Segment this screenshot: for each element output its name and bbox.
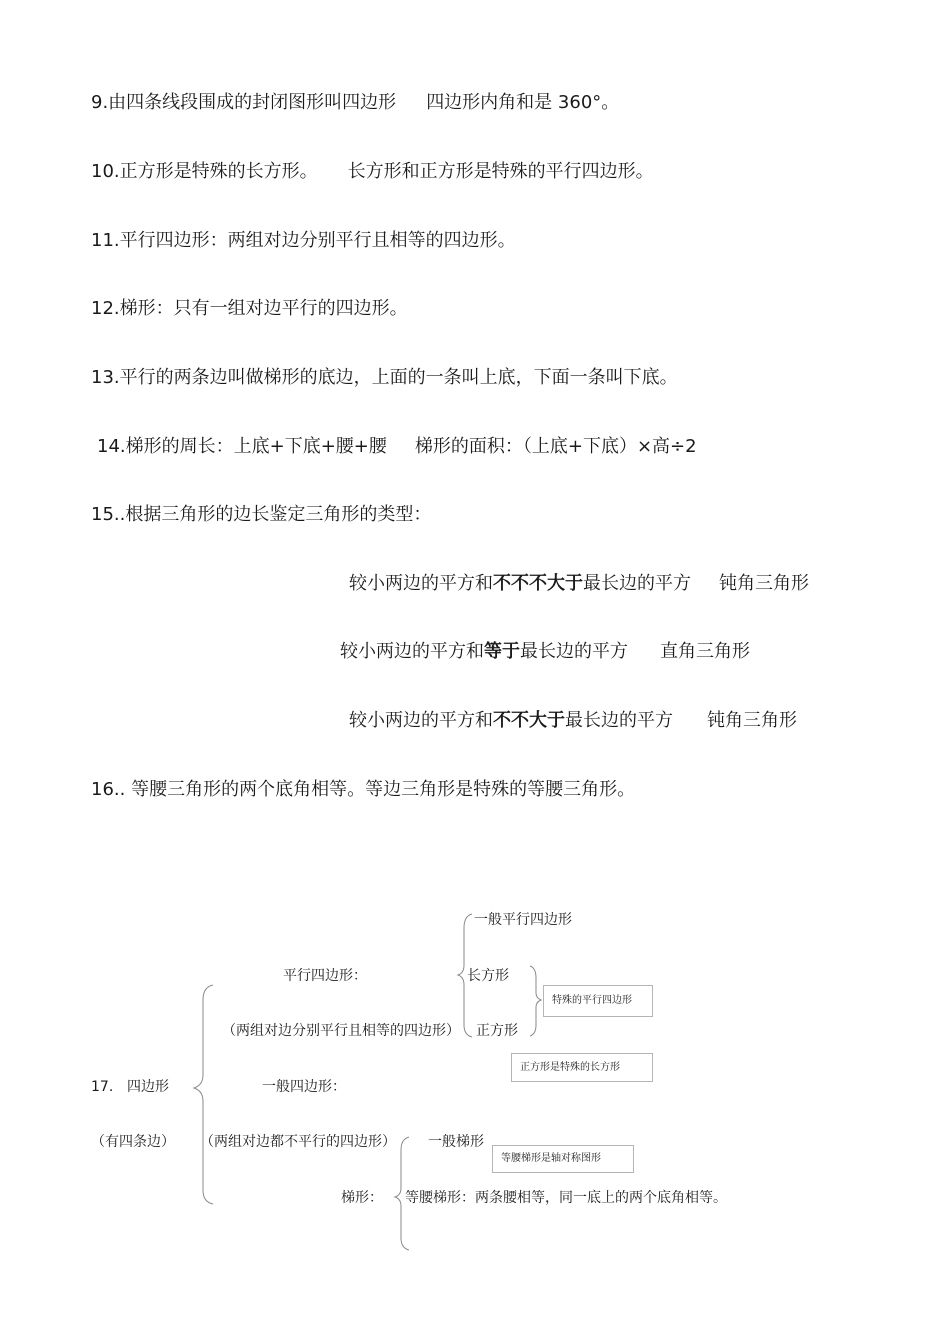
rule-3-type: 钝角三角形 xyxy=(707,710,797,731)
item-15: 15..根据三角形的边长鉴定三角形的类型： xyxy=(91,504,432,525)
root-note: （有四条边） xyxy=(91,1134,175,1150)
brace-special xyxy=(530,966,541,1036)
rule-3-bold: 不不大于 xyxy=(493,710,565,731)
rectangle-label: 长方形 xyxy=(467,968,509,984)
general-quadrilateral-definition: （两组对边都不平行的四边形） xyxy=(200,1134,396,1150)
rule-2-type: 直角三角形 xyxy=(660,641,750,662)
item-14-perimeter: 14.梯形的周长：上底+下底+腰+腰 xyxy=(97,436,387,457)
general-trapezoid: 一般梯形 xyxy=(428,1134,484,1150)
rule-2-pre: 较小两边的平方和 xyxy=(340,641,484,662)
item-9-part-b: 四边形内角和是 360°。 xyxy=(426,92,620,113)
isosceles-trapezoid: 等腰梯形：两条腰相等，同一底上的两个底角相等。 xyxy=(405,1190,727,1206)
parallelogram-label: 平行四边形： xyxy=(283,968,367,984)
rule-2-post: 最长边的平方 xyxy=(520,641,628,662)
item-12: 12.梯形：只有一组对边平行的四边形。 xyxy=(91,298,408,319)
rule-1-pre: 较小两边的平方和 xyxy=(349,573,493,594)
rule-1-type: 钝角三角形 xyxy=(719,573,809,594)
item-16: 16.. 等腰三角形的两个底角相等。等边三角形是特殊的等腰三角形。 xyxy=(91,779,636,800)
note-square-rectangle: 正方形是特殊的长方形 xyxy=(511,1053,653,1082)
note-special-parallelogram: 特殊的平行四边形 xyxy=(543,985,653,1017)
brace-root xyxy=(194,985,213,1204)
square-label: 正方形 xyxy=(476,1023,518,1039)
item-14-area: 梯形的面积：（上底+下底）×高÷2 xyxy=(414,436,697,457)
rule-3-pre: 较小两边的平方和 xyxy=(349,710,493,731)
root-quadrilateral: 四边形 xyxy=(127,1079,169,1095)
parallelogram-definition: （两组对边分别平行且相等的四边形） xyxy=(222,1023,460,1039)
general-quadrilateral: 一般四边形： xyxy=(262,1079,346,1095)
item-10-part-b: 长方形和正方形是特殊的平行四边形。 xyxy=(347,161,654,182)
rule-1-post: 最长边的平方 xyxy=(583,573,691,594)
rule-1-bold: 不不不大于 xyxy=(493,573,583,594)
root-number: 17. xyxy=(91,1079,114,1095)
item-9-part-a: 9.由四条线段围成的封闭图形叫四边形 xyxy=(91,92,397,113)
item-13: 13.平行的两条边叫做梯形的底边，上面的一条叫上底，下面一条叫下底。 xyxy=(91,367,678,388)
item-11: 11.平行四边形：两组对边分别平行且相等的四边形。 xyxy=(91,230,516,251)
trapezoid-label: 梯形： xyxy=(341,1190,383,1206)
general-parallelogram: 一般平行四边形 xyxy=(474,912,572,928)
item-10-part-a: 10.正方形是特殊的长方形。 xyxy=(91,161,318,182)
note-isosceles-symmetric: 等腰梯形是轴对称图形 xyxy=(492,1145,634,1173)
rule-2-bold: 等于 xyxy=(484,641,520,662)
rule-3-post: 最长边的平方 xyxy=(565,710,673,731)
